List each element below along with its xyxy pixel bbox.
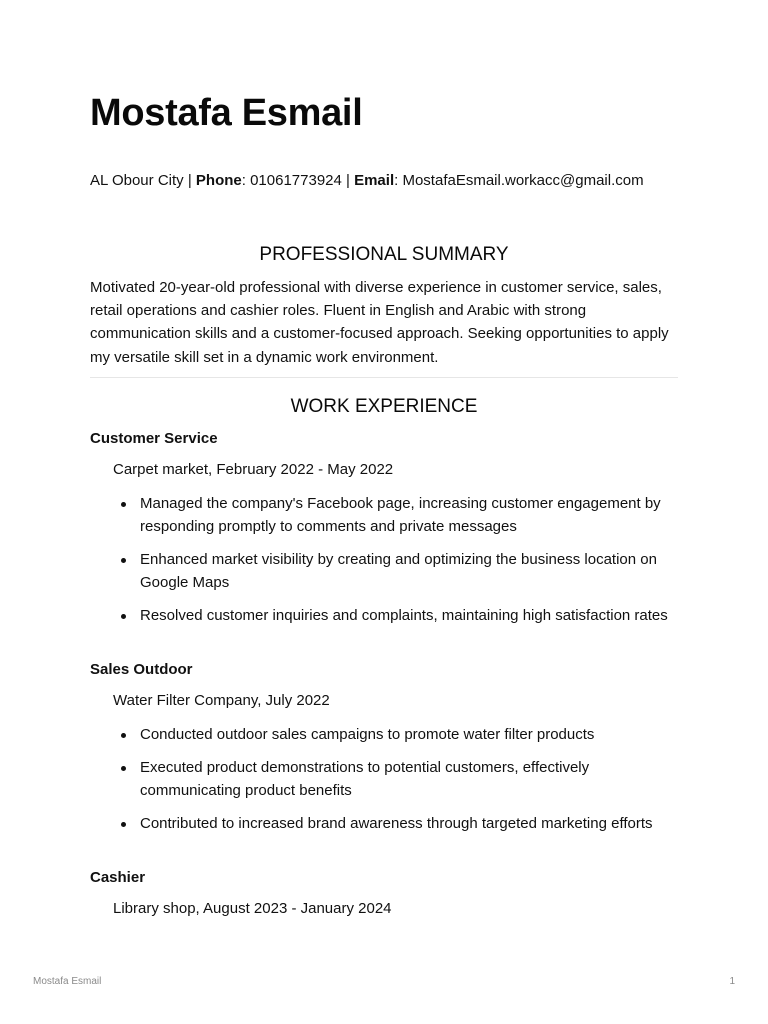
job-employer-dates: Water Filter Company, July 2022 (113, 692, 330, 709)
job-bullet-list (90, 723, 680, 845)
phone-value: 01061773924 (250, 172, 342, 189)
bullet-dot (121, 822, 126, 827)
bullet-item (90, 812, 680, 835)
experience-heading: WORK EXPERIENCE (290, 396, 478, 417)
bullet-dot (121, 558, 126, 563)
bullet-item (90, 723, 680, 746)
section-divider (90, 377, 678, 378)
location-text: AL Obour City (90, 172, 188, 189)
bullet-item (90, 756, 680, 802)
phone-label: Phone (195, 172, 242, 189)
contact-line (90, 172, 644, 189)
bullet-dot (121, 502, 126, 507)
bullet-text: Resolved customer inquiries and complaints, maintaining high satisfaction rates (140, 607, 668, 624)
job-bullet-list (90, 492, 680, 637)
job-title: Cashier (90, 869, 146, 886)
email-label: Email (354, 172, 395, 189)
bullet-text: Conducted outdoor sales campaigns to promote water filter products (140, 726, 595, 743)
bullet-item (90, 492, 680, 538)
summary-heading: PROFESSIONAL SUMMARY (259, 244, 509, 265)
contact-separator: | (187, 172, 196, 189)
bullet-text: Enhanced market visibility by creating and optimizing the business location on Google Maps (140, 551, 657, 591)
bullet-dot (121, 733, 126, 738)
contact-separator: | (341, 172, 355, 189)
page-number: 1 (729, 976, 735, 987)
bullet-text: Executed product demonstrations to potential customers, effectively communicating product benefits (140, 759, 590, 799)
email-colon: : (394, 172, 403, 189)
phone-colon: : (241, 172, 251, 189)
bullet-dot (121, 766, 126, 771)
bullet-item (90, 604, 680, 627)
email-value: MostafaEsmail.workacc@gmail.com (402, 172, 644, 189)
bullet-item (90, 548, 680, 594)
footer-name: Mostafa Esmail (33, 976, 102, 987)
job-title: Sales Outdoor (90, 661, 193, 678)
summary-text: Motivated 20-year-old professional with diverse experience in customer service, sales, retail operations and cashier roles. Fluent in English and Arabic with strong communication skills and a customer-focused approach. Seeking opportunities to apply my versatile skill set in a dynamic work environment. (90, 279, 669, 366)
candidate-name: Mostafa Esmail (90, 92, 363, 134)
job-title: Customer Service (90, 430, 218, 447)
job-employer-dates: Library shop, August 2023 - January 2024 (113, 900, 392, 917)
bullet-text: Contributed to increased brand awareness through targeted marketing efforts (140, 815, 653, 832)
bullet-text: Managed the company's Facebook page, increasing customer engagement by responding promptly to comments and private messages (140, 495, 661, 535)
job-employer-dates: Carpet market, February 2022 - May 2022 (113, 461, 394, 478)
bullet-dot (121, 614, 126, 619)
